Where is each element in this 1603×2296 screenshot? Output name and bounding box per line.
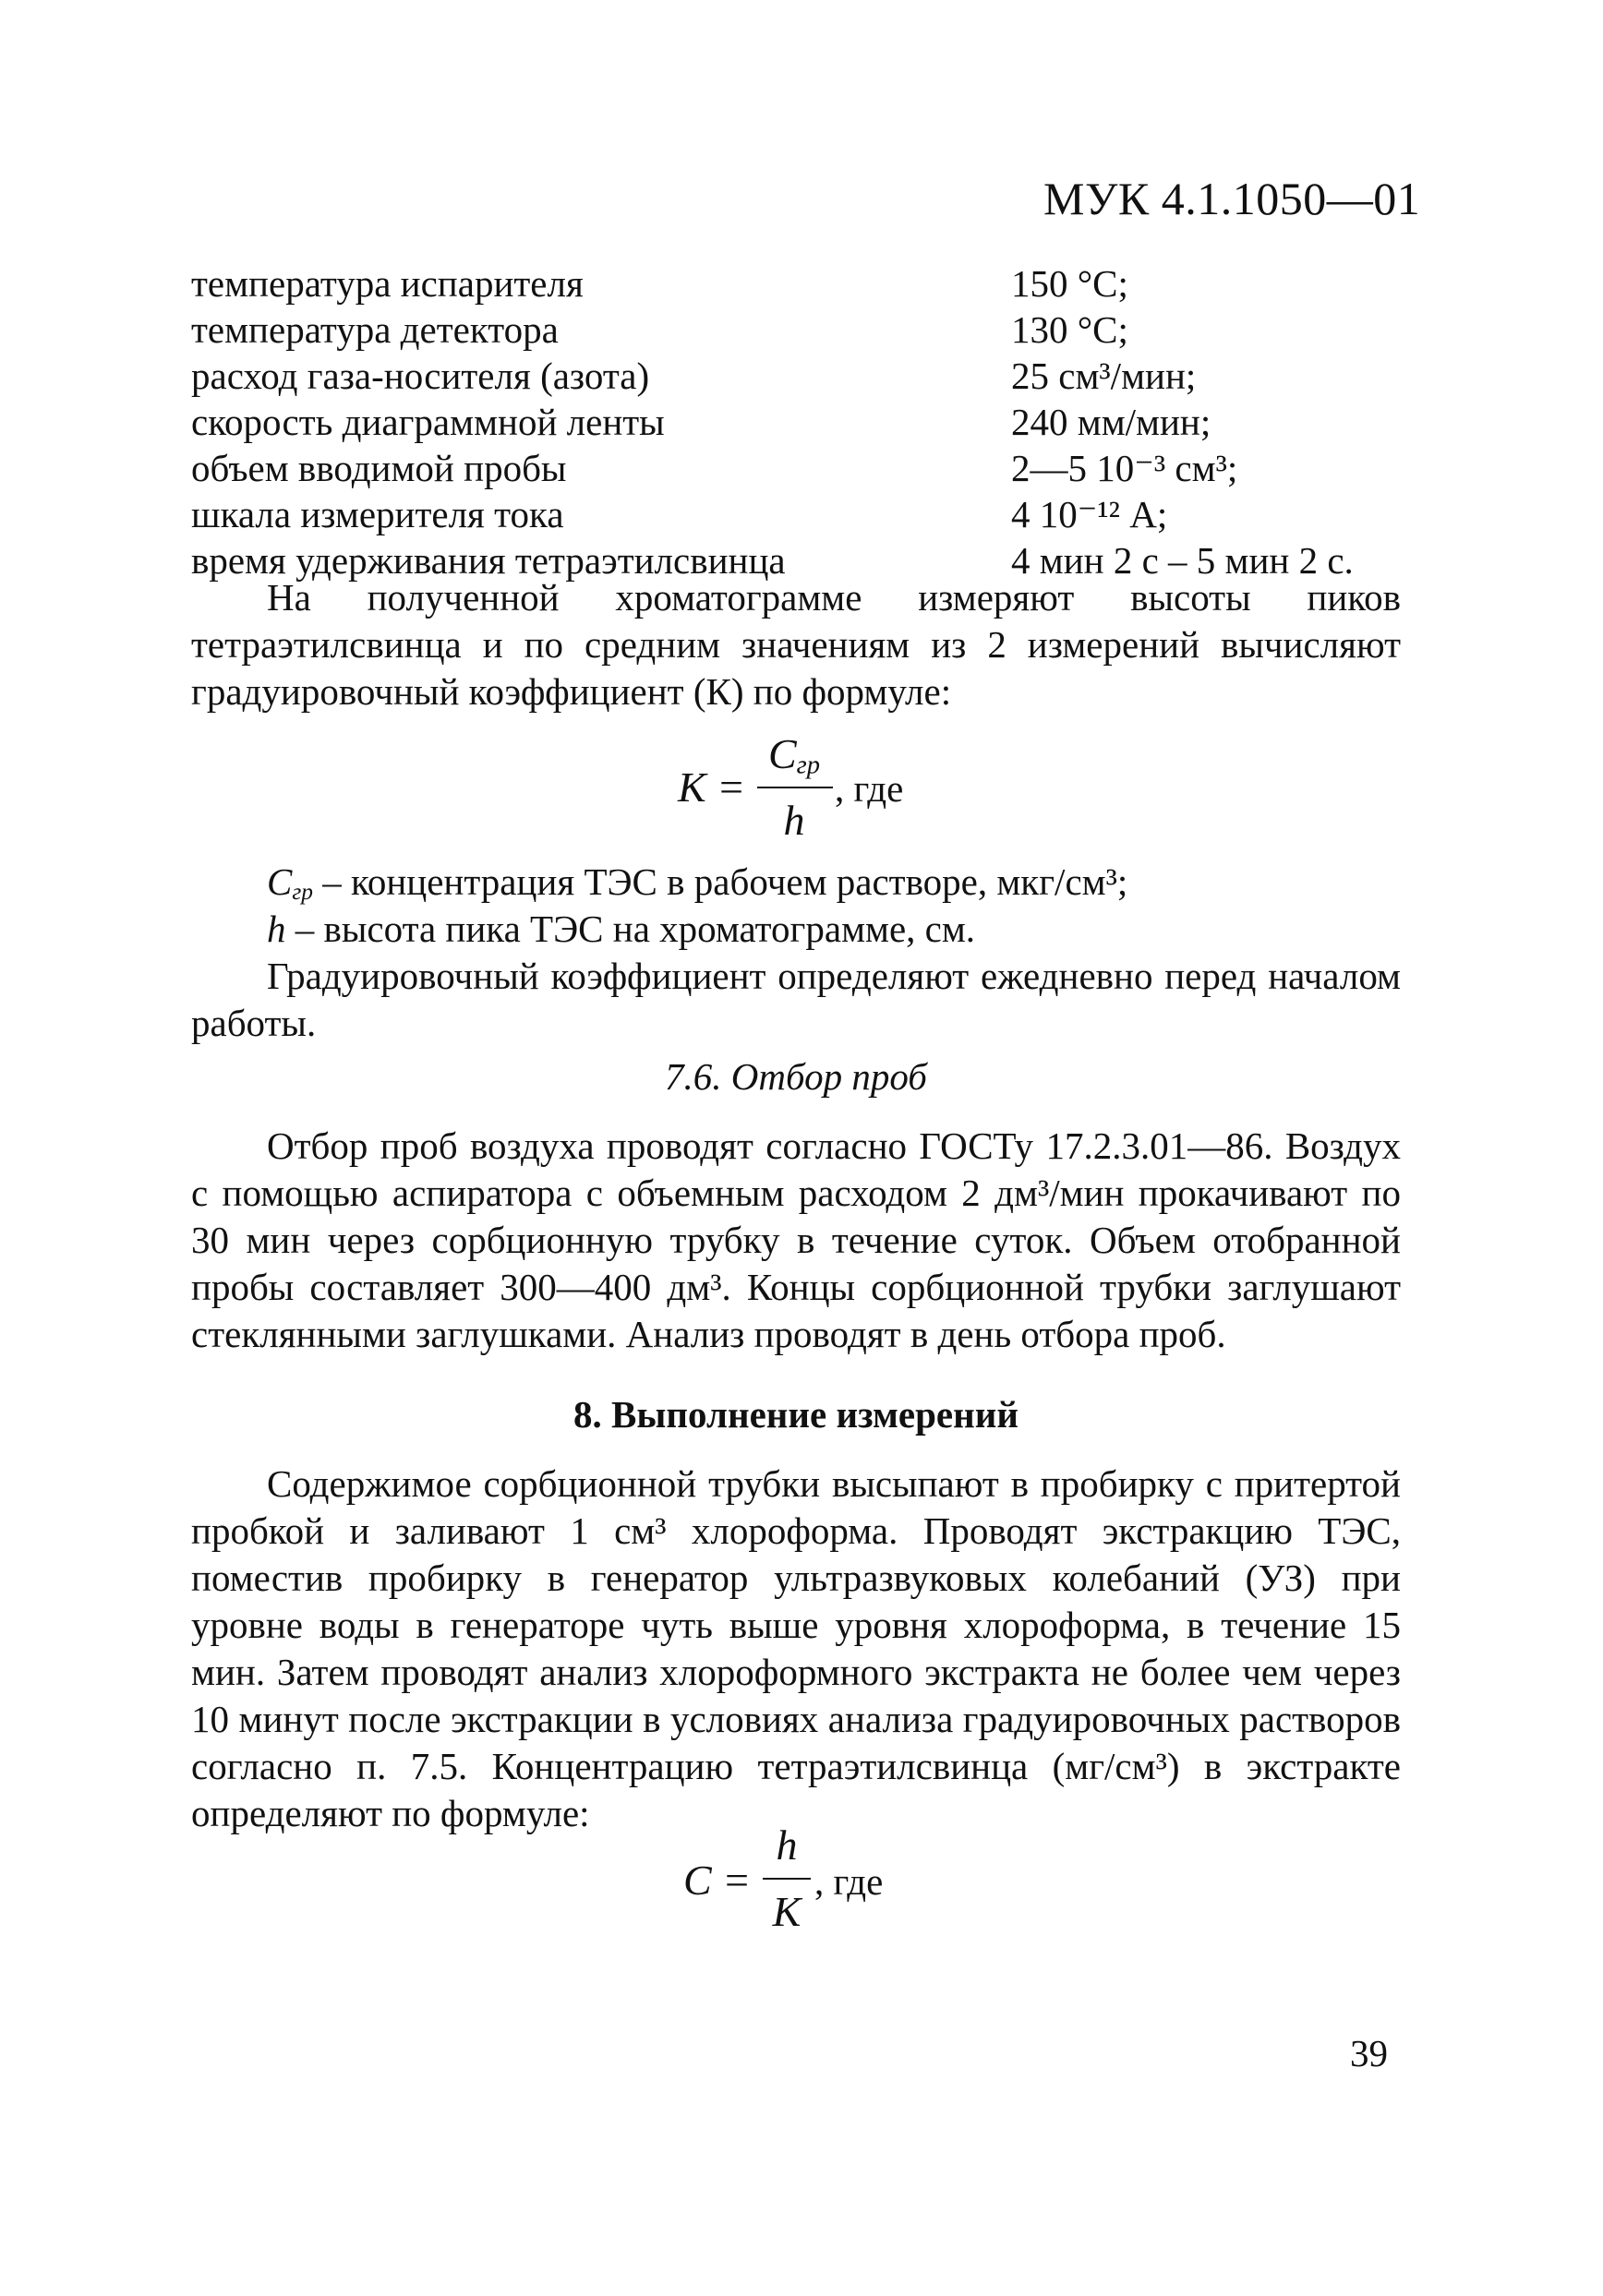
definitions [191,859,1401,953]
definition-text: – концентрация ТЭС в рабочем растворе, мкг/см³; [312,860,1128,903]
formula-c-fraction-line [763,1878,811,1880]
paragraph-sampling: Отбор проб воздуха проводят согласно ГОСТу 17.2.3.01—86. Воздух с помощью аспиратора с объемным расходом 2 дм³/мин прокачивают по 30 мин через сорбционную трубку в течение суток. Объем отобранной пробы составляет 300—400 дм³. Концы сорбционной трубки заглушают стеклянными заглушками. Анализ проводят в день отбора проб. [191,1124,1401,1355]
parameter-row [191,399,1419,445]
parameter-value: 240 мм/мин; [1011,401,1211,443]
formula-c-where: , где [814,1860,884,1903]
definition-text: – высота пика ТЭС на хроматограмме, см. [285,908,976,950]
formula-k-where: , где [835,767,904,810]
formula-k-numerator-sub: гр [796,751,821,780]
formula-k-lhs: K = [678,763,746,811]
parameter-name: объем вводимой пробы [191,447,567,489]
definition-symbol-sub: гр [292,879,313,906]
parameter-value: 25 см³/мин; [1011,355,1197,397]
paragraph-daily-calibration: Градуировочный коэффициент определяют ежедневно перед началом работы. [191,955,1401,1044]
formula-k-denominator: h [783,797,805,844]
parameter-name: расход газа-носителя (азота) [191,355,650,397]
parameter-name: время удерживания тетраэтилсвинца [191,539,786,582]
subsection-title: 7.6. Отбор проб [665,1055,927,1098]
parameter-value: 4 мин 2 с – 5 мин 2 с. [1011,539,1354,582]
formula-k-fraction-line [757,787,833,788]
parameter-value: 150 °С; [1011,262,1128,305]
parameter-value: 130 °С; [1011,308,1128,351]
parameter-row [191,260,1419,307]
definition-item [191,859,1401,906]
section-title: 8. Выполнение измерений [573,1393,1018,1436]
paragraph-calibration: На полученной хроматограмме измеряют высоты пиков тетраэтилсвинца и по средним значениям из 2 измерений вычисляют градуировочный коэффициент (К) по формуле: [191,576,1401,713]
formula-c-denominator: K [772,1888,802,1935]
parameter-name: шкала измерителя тока [191,493,564,535]
parameter-row [191,445,1419,491]
parameter-row [191,353,1419,399]
formula-c-lhs: C = [683,1857,752,1904]
definition-item [191,906,1401,953]
formula-k-numerator [755,729,833,778]
definition-symbol: h [267,908,286,950]
paragraph-measurement: Содержимое сорбционной трубки высыпают в пробирку с притертой пробкой и заливают 1 см³ хлороформа. Проводят экстракцию ТЭС, поместив пробирку в генератор ультразвуковых колебаний (УЗ) при уровне воды в генераторе чуть выше уровня хлороформа, в течение 15 мин. Затем проводят анализ хлороформного экстракта не более чем через 10 минут после экстракции в условиях анализа градуировочных растворов согласно п. 7.5. Концентрацию тетраэтилсвинца (мг/см³) в экстракте определяют по формуле: [191,1462,1401,1834]
parameter-value: 2—5 10⁻³ см³; [1011,447,1238,489]
parameter-name: температура детектора [191,308,559,351]
parameter-list [191,260,1419,583]
document-code: МУК 4.1.1050—01 [1043,173,1421,224]
parameter-value: 4 10⁻¹² А; [1011,493,1168,535]
parameter-row [191,307,1419,353]
formula-k-numerator-symbol: C [767,730,797,777]
definition-symbol: С [267,860,293,903]
parameter-name: скорость диаграммной ленты [191,401,665,443]
parameter-row [191,491,1419,537]
formula-c-numerator: h [776,1821,798,1869]
parameter-name: температура испарителя [191,262,584,305]
page-number: 39 [1350,2032,1388,2074]
